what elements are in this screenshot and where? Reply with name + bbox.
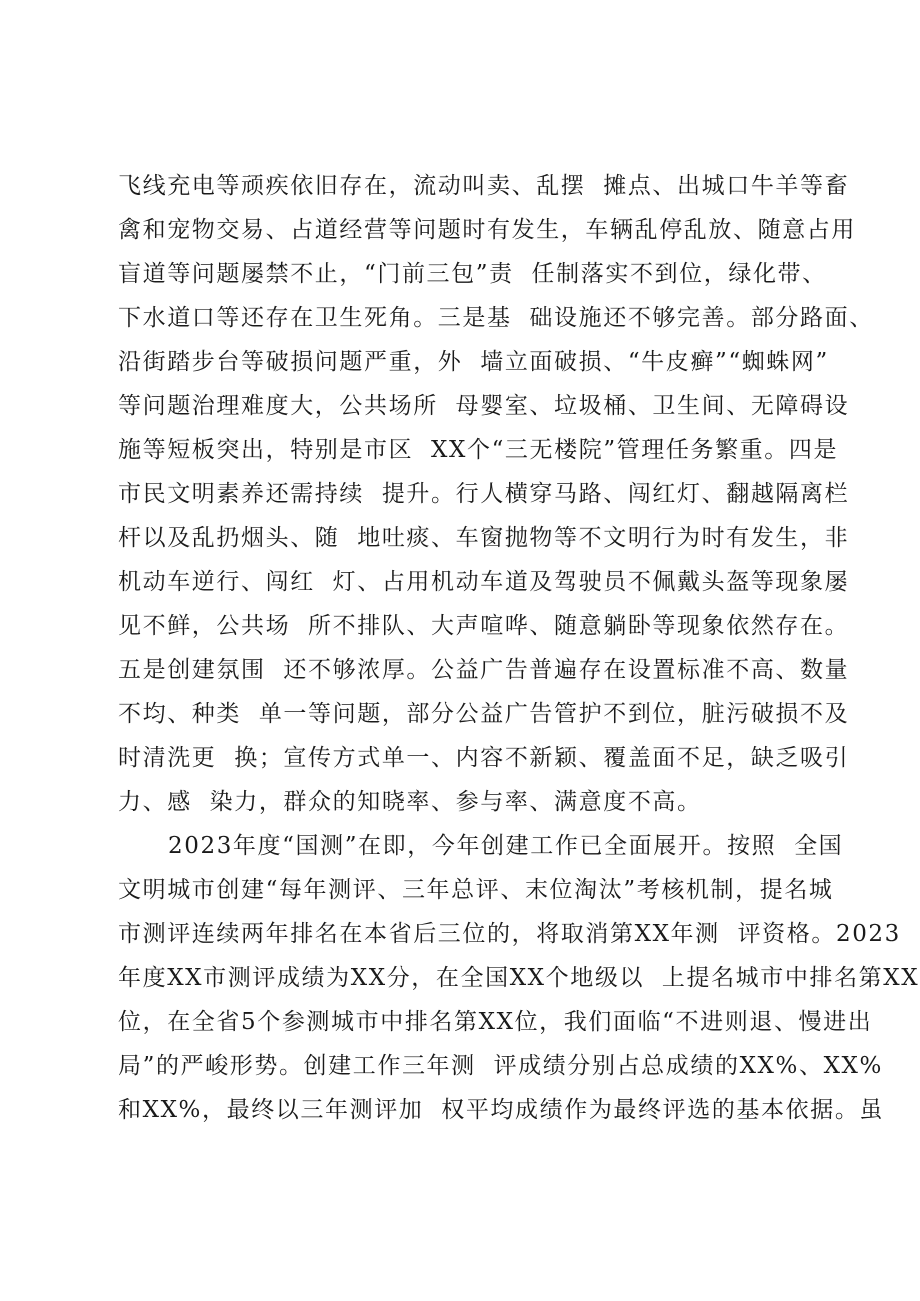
text-line-21: 局”的严峻形势。创建工作三年测 评成绩分别占总成绩的XX%、XX%	[118, 1053, 883, 1079]
text-line-22: 和XX%，最终以三年测评加 权平均成绩作为最终评选的基本依据。虽	[118, 1097, 885, 1123]
text-line-12: 五是创建氛围 还不够浓厚。公益广告普遍存在设置标准不高、数量	[118, 657, 850, 683]
text-line-6: 等问题治理难度大，公共场所 母婴室、垃圾桶、卫生间、无障碍设	[118, 393, 850, 419]
text-line-1: 飞线充电等顽疾依旧存在，流动叫卖、乱摆 摊点、出城口牛羊等畜	[118, 173, 850, 199]
text-line-17: 文明城市创建“每年测评、三年总评、末位淘汰”考核机制，提名城	[118, 877, 834, 903]
text-line-2: 禽和宠物交易、占道经营等问题时有发生，车辆乱停乱放、随意占用	[118, 217, 856, 243]
text-line-9: 杆以及乱扔烟头、随 地吐痰、车窗抛物等不文明行为时有发生，非	[118, 525, 850, 551]
text-line-7: 施等短板突出，特别是市区 XX个“三无楼院”管理任务繁重。四是	[118, 437, 839, 463]
text-line-8: 市民文明素养还需持续 提升。行人横穿马路、闯红灯、翻越隔离栏	[118, 481, 850, 507]
text-line-19: 年度XX市测评成绩为XX分，在全国XX个地级以 上提名城市中排名第XX	[118, 965, 920, 991]
text-line-3: 盲道等问题屡禁不止，“门前三包”责 任制落实不到位，绿化带、	[118, 261, 827, 287]
text-line-10: 机动车逆行、闯红 灯、占用机动车道及驾驶员不佩戴头盔等现象屡	[118, 569, 850, 595]
text-line-18: 市测评连续两年排名在本省后三位的，将取消第XX年测 评资格。2023	[118, 921, 901, 947]
text-line-5: 沿街踏步台等破损问题严重，外 墙立面破损、“牛皮癣”“蜘蛛网”	[118, 349, 829, 375]
text-line-11: 见不鲜，公共场 所不排队、大声喧哗、随意躺卧等现象依然存在。	[118, 613, 850, 639]
text-line-13: 不均、种类 单一等问题，部分公益广告管护不到位，脏污破损不及	[118, 701, 850, 727]
paragraph-2-first-line: 2023年度“国测”在即，今年创建工作已全面展开。按照 全国	[168, 833, 844, 859]
text-line-15: 力、感 染力，群众的知晓率、参与率、满意度不高。	[118, 789, 702, 815]
text-line-20: 位，在全省5个参测城市中排名第XX位，我们面临“不进则退、慢进出	[118, 1009, 873, 1035]
text-line-4: 下水道口等还存在卫生死角。三是基 础设施还不够完善。部分路面、	[118, 305, 874, 331]
text-line-14: 时清洗更 换；宣传方式单一、内容不新颖、覆盖面不足，缺乏吸引	[118, 745, 850, 771]
